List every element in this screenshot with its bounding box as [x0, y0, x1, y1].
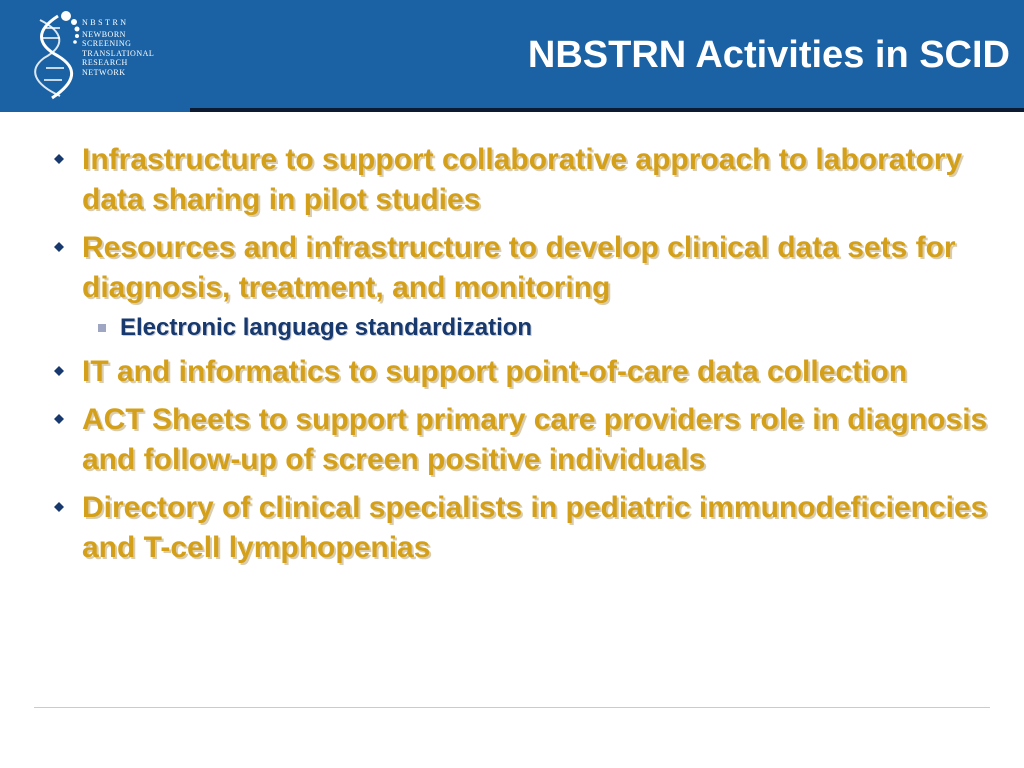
diamond-bullet-icon [54, 154, 64, 164]
logo-wordmark [82, 18, 154, 78]
bullet-item [48, 488, 1008, 568]
nbstrn-logo [30, 10, 160, 102]
page-title: NBSTRN Activities in SCID [527, 34, 1010, 76]
bullet-text: ACT Sheets to support primary care providers role in diagnosis and follow-up of screen positive individuals [82, 403, 988, 476]
diamond-bullet-icon [54, 366, 64, 376]
dna-footprint-icon [30, 10, 82, 102]
bullet-item [48, 228, 1008, 308]
bullet-item [48, 140, 1008, 220]
header-divider [190, 108, 1024, 112]
logo-acronym: NBSTRN [82, 18, 129, 27]
diamond-bullet-icon [54, 502, 64, 512]
square-bullet-icon [98, 324, 106, 332]
bullet-text: IT and informatics to support point-of-care data collection [82, 355, 908, 388]
bullet-text: Infrastructure to support collaborative approach to laboratory data sharing in pilot studies [82, 143, 963, 216]
bullet-text: Resources and infrastructure to develop clinical data sets for diagnosis, treatment, and monitoring [82, 231, 956, 304]
sub-bullet-item [48, 312, 1008, 344]
diamond-bullet-icon [54, 414, 64, 424]
logo-line: RESEARCH [82, 58, 128, 68]
logo-line: TRANSLATIONAL [82, 48, 155, 58]
logo-line: NEWBORN [82, 29, 126, 39]
bullet-text: Directory of clinical specialists in pediatric immunodeficiencies and T-cell lymphopenias [82, 491, 988, 564]
footer-divider [34, 707, 990, 708]
diamond-bullet-icon [54, 242, 64, 252]
header-bar [0, 0, 1024, 112]
logo-line: SCREENING [82, 39, 132, 49]
bullet-item [48, 352, 1008, 392]
bullet-list [48, 140, 1008, 576]
bullet-item [48, 400, 1008, 480]
logo-line: NETWORK [82, 67, 126, 77]
sub-bullet-text: Electronic language standardization [120, 314, 533, 341]
